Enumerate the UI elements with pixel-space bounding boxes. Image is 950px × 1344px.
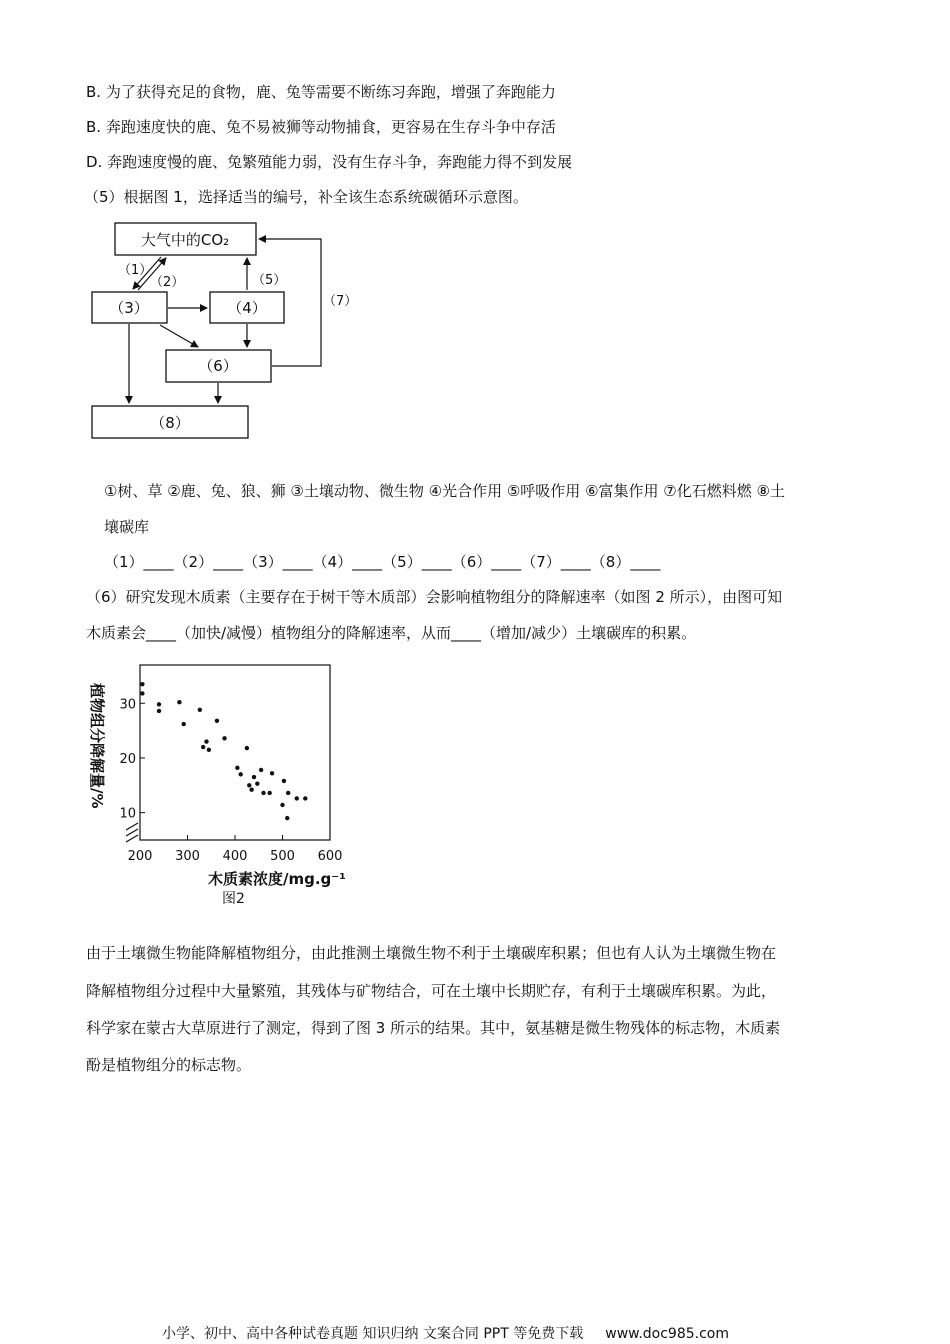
box-4-label: （4） — [227, 299, 267, 317]
y-tick-label: 10 — [119, 806, 136, 822]
plot-frame — [140, 665, 330, 840]
y-tick-label: 30 — [119, 697, 136, 713]
scatter-chart — [80, 660, 370, 915]
data-point — [267, 791, 271, 795]
data-point — [140, 682, 144, 686]
data-point — [282, 779, 286, 783]
data-point — [182, 722, 186, 726]
chart-title: 图2 — [222, 891, 245, 907]
footer-text: 小学、初中、高中各种试卷真题 知识归纳 文案合同 PPT 等免费下载 — [162, 1326, 584, 1342]
x-axis-label: 木质素浓度/mg.g⁻¹ — [208, 870, 346, 888]
data-point — [295, 796, 299, 800]
data-point — [245, 746, 249, 750]
carbon-cycle-diagram — [80, 215, 360, 450]
data-point — [198, 708, 202, 712]
x-tick-label: 200 — [127, 849, 153, 864]
paragraph-line-1: 由于土壤微生物能降解植物组分，由此推测土壤微生物不利于土壤碳库积累；但也有人认为土壤微生物在 — [86, 944, 777, 962]
arrow-7-label: （7） — [323, 294, 358, 309]
data-point — [280, 803, 284, 807]
arrow-3-to-6 — [160, 325, 198, 347]
data-point — [285, 816, 289, 820]
box-3-label: （3） — [109, 299, 149, 317]
data-point — [303, 796, 307, 800]
data-point — [222, 736, 226, 740]
data-point — [270, 771, 274, 775]
box-6-label: （6） — [198, 357, 238, 375]
paragraph-line-3: 科学家在蒙古大草原进行了测定，得到了图 3 所示的结果。其中，氨基糖是微生物残体的标志物，木质素 — [86, 1019, 781, 1037]
data-point — [255, 781, 259, 785]
option-b-1: B. 为了获得充足的食物，鹿、兔等需要不断练习奔跑，增强了奔跑能力 — [86, 83, 556, 101]
q6-text-line1: （6）研究发现木质素（主要存在于树干等木质部）会影响植物组分的降解速率（如图 2 所示），由图可知 — [86, 588, 783, 606]
option-d: D. 奔跑速度慢的鹿、兔繁殖能力弱，没有生存斗争，奔跑能力得不到发展 — [86, 153, 573, 171]
arrow-2-label: （2） — [150, 275, 185, 290]
atmosphere-label: 大气中的CO₂ — [140, 231, 230, 249]
axis-break-mark — [126, 823, 138, 842]
arrow-7 — [259, 239, 321, 366]
data-point — [207, 748, 211, 752]
q5-choices-line2: 壤碳库 — [104, 518, 150, 536]
option-b-2: B. 奔跑速度快的鹿、兔不易被狮等动物捕食，更容易在生存斗争中存活 — [86, 118, 556, 136]
y-axis-label: 植物组分降解量/% — [88, 683, 106, 809]
q5-choices-line1: ①树、草 ②鹿、兔、狼、狮 ③土壤动物、微生物 ④光合作用 ⑤呼吸作用 ⑥富集作用 ⑦化石燃料燃 ⑧土 — [104, 482, 785, 500]
data-point — [249, 787, 253, 791]
paragraph-line-2: 降解植物组分过程中大量繁殖，其残体与矿物结合，可在土壤中长期贮存，有利于土壤碳库积累。为此， — [86, 982, 777, 1000]
data-point — [252, 775, 256, 779]
data-point — [204, 739, 208, 743]
footer-link[interactable]: www.doc985.com — [605, 1326, 729, 1342]
data-point — [261, 791, 265, 795]
q5-blanks: （1）____（2）____（3）____（4）____（5）____（6）____（7）____（8）____ — [104, 553, 661, 571]
x-tick-label: 400 — [222, 849, 248, 864]
data-point — [177, 700, 181, 704]
y-tick-label: 20 — [119, 751, 136, 767]
page-footer — [162, 1323, 729, 1343]
data-point — [235, 766, 239, 770]
q5-prompt: （5）根据图 1，选择适当的编号，补全该生态系统碳循环示意图。 — [84, 188, 528, 206]
q6-text-line2: 木质素会____（加快/减慢）植物组分的降解速率，从而____（增加/减少）土壤碳库的积累。 — [86, 624, 697, 642]
data-point — [201, 745, 205, 749]
data-point — [140, 691, 144, 695]
data-point — [157, 702, 161, 706]
data-point — [157, 709, 161, 713]
box-8-label: （8） — [150, 414, 190, 432]
data-point — [286, 791, 290, 795]
arrow-5-label: （5） — [252, 273, 287, 288]
x-tick-label: 300 — [175, 849, 200, 864]
x-tick-label: 600 — [317, 849, 343, 864]
data-point — [259, 768, 263, 772]
paragraph-line-4: 酚是植物组分的标志物。 — [86, 1056, 252, 1074]
data-point — [239, 772, 243, 776]
data-point — [215, 719, 219, 723]
data-point — [247, 783, 251, 787]
arrow-1-label: （1） — [118, 263, 153, 278]
x-tick-label: 500 — [270, 849, 295, 864]
